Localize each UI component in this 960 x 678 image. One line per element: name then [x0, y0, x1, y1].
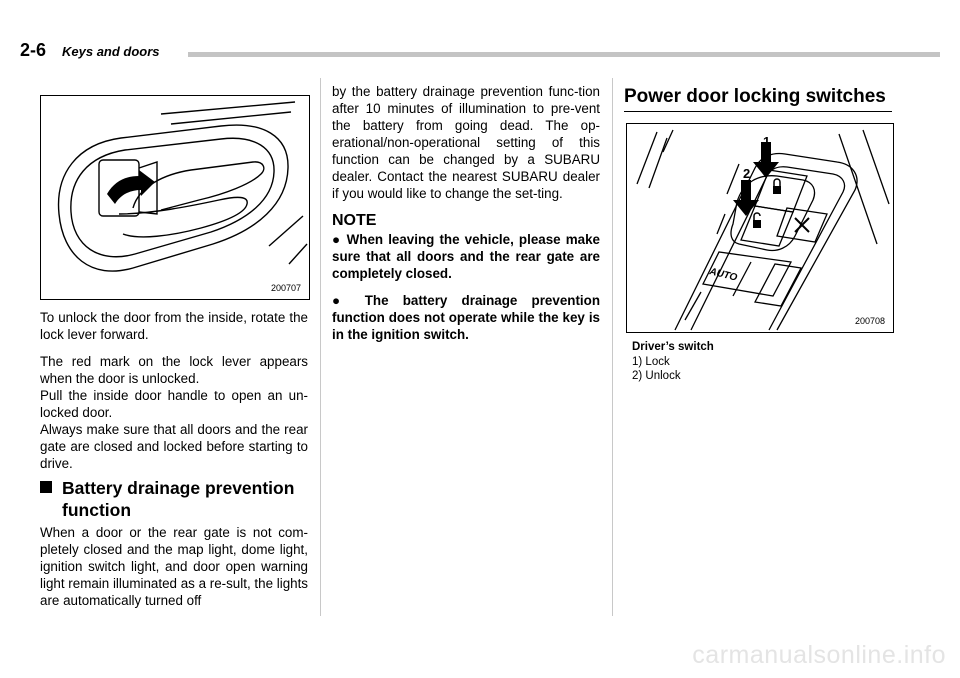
- unlock-arrow-icon: [733, 180, 759, 216]
- door-handle-illustration: [41, 96, 309, 299]
- paragraph: by the battery drainage prevention func-tion after 10 minutes of illumination to pre-vent the battery from going dead. The op-erational/non-operational setting of this function can be changed by a SUBARU dealer. Contact the nearest SUBARU dealer if you would like to change the set-ting.: [332, 84, 600, 201]
- paragraph: Pull the inside door handle to open an un-locked door.: [40, 388, 308, 420]
- left-column-text-bottom: [40, 524, 308, 619]
- square-bullet-icon: [40, 481, 52, 493]
- figure-code: 200708: [854, 316, 885, 326]
- middle-column-text: [332, 83, 600, 353]
- note-item: [332, 292, 600, 343]
- arrow-icon: [107, 170, 155, 204]
- bullet-icon: ●: [332, 293, 365, 308]
- column-divider-2: [612, 78, 613, 616]
- caption-title: Driver’s switch: [632, 341, 714, 353]
- caption-item: 2) Unlock: [632, 370, 681, 382]
- section-title: Keys and doors: [62, 44, 160, 59]
- figure-code: 200707: [270, 283, 301, 293]
- caption-item: 1) Lock: [632, 355, 670, 368]
- paragraph: Always make sure that all doors and the rear gate are closed and locked before starting to drive.: [40, 422, 308, 471]
- paragraph: To unlock the door from the inside, rotate the lock lever forward.: [40, 310, 308, 342]
- callout-2: 2: [743, 166, 751, 181]
- figure-caption: [632, 340, 714, 384]
- unlock-icon: [753, 220, 761, 228]
- watermark: carmanualsonline.info: [692, 641, 946, 669]
- auto-label: AUTO: [708, 266, 739, 284]
- switch-figure: [626, 123, 894, 333]
- heading-line: Battery drainage prevention: [62, 478, 295, 498]
- power-door-heading: Power door locking switches: [624, 86, 886, 107]
- bullet-icon: ●: [332, 232, 347, 247]
- window-lock-icon: [795, 218, 809, 232]
- heading-rule: [624, 111, 892, 112]
- callout-1: 1: [763, 134, 771, 149]
- section-heading: [40, 477, 310, 521]
- header-rule: [188, 52, 940, 57]
- section-number: 2-6: [20, 40, 47, 60]
- paragraph: The red mark on the lock lever appears when the door is unlocked.: [40, 354, 308, 386]
- note-text: When leaving the vehicle, please make sure that all doors and the rear gate are completely closed.: [332, 232, 600, 281]
- lock-icon: [773, 186, 781, 194]
- note-text: The battery drainage prevention function does not operate while the key is in the ignition switch.: [332, 293, 600, 342]
- note-item: [332, 231, 600, 282]
- note-title: NOTE: [332, 212, 377, 229]
- door-lever-figure: [40, 95, 310, 300]
- left-column-text-top: [40, 309, 308, 482]
- paragraph: When a door or the rear gate is not com-pletely closed and the map light, dome light, ignition switch light, and door open warning light remain illuminated as a re-sult, the lights are automatically turned off: [40, 525, 308, 608]
- heading-line: function: [62, 500, 132, 520]
- column-divider-1: [320, 78, 321, 616]
- switch-panel-illustration: [627, 124, 893, 332]
- page-header: [20, 40, 940, 64]
